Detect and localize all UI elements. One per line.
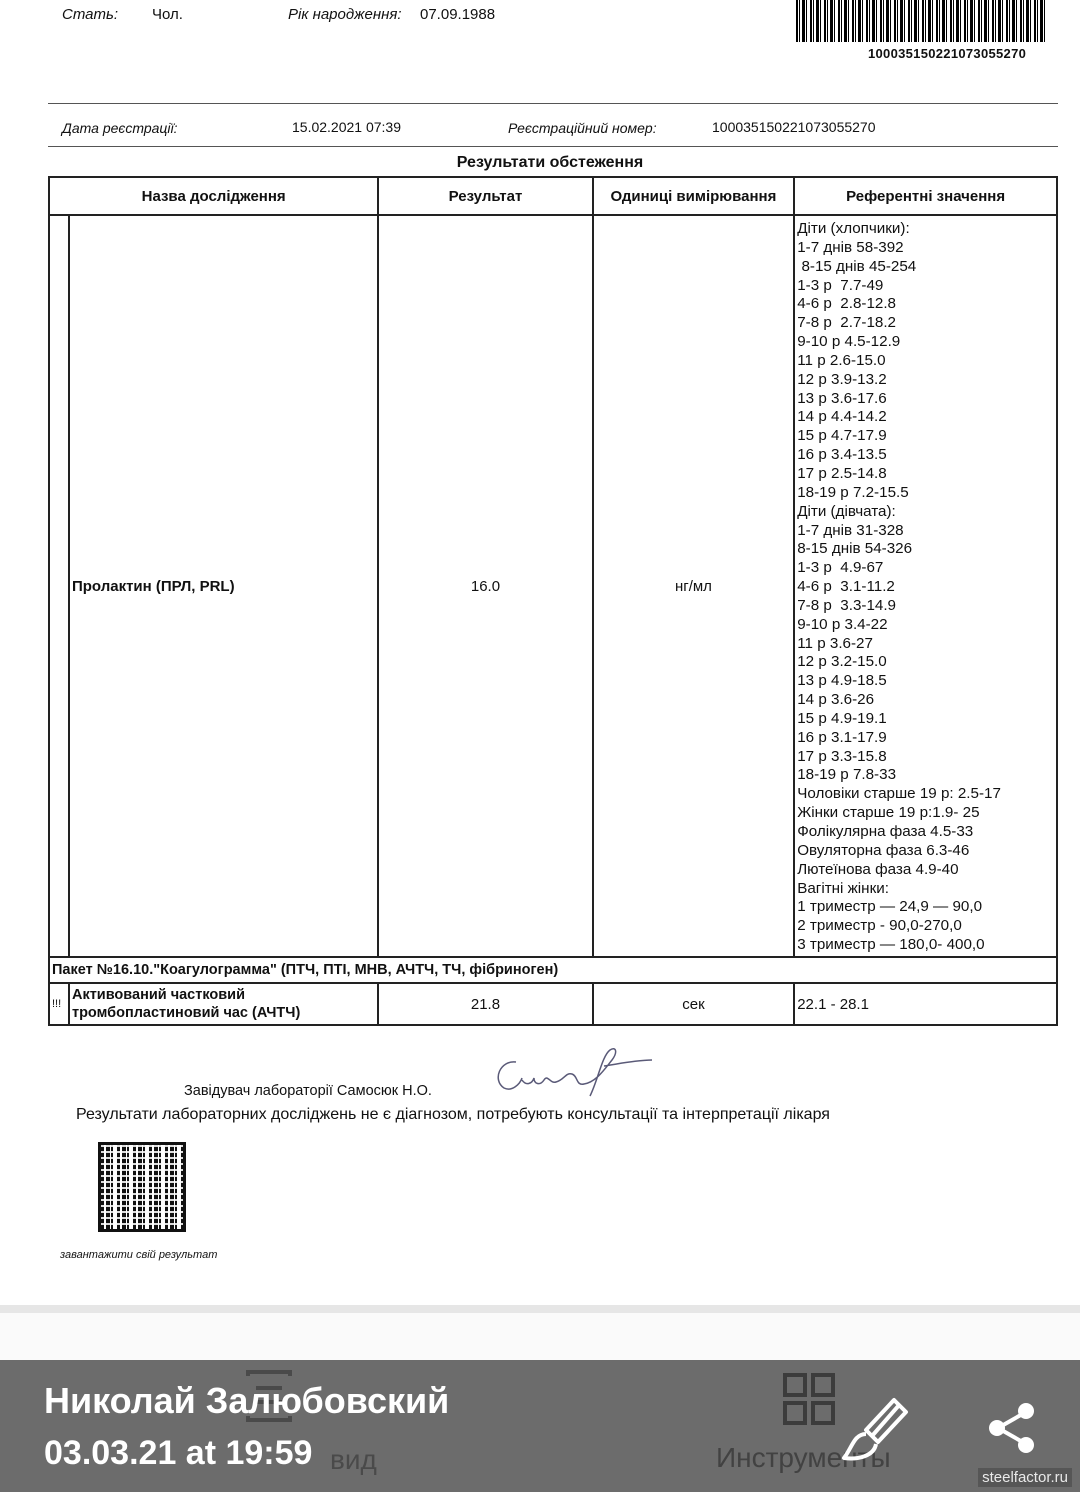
registration-number-label: Реєстраційний номер: (508, 120, 657, 136)
birth-label: Рік народження: (288, 6, 402, 23)
sex-label: Стать: (62, 6, 119, 23)
test-name (69, 983, 378, 1025)
qr-caption: завантажити свій результат (60, 1249, 218, 1261)
test-units: нг/мл (593, 215, 795, 957)
reference-line: 1-3 р 4.9-67 (797, 559, 884, 577)
test-result: 16.0 (378, 215, 592, 957)
header-test-name: Назва дослідження (49, 177, 378, 215)
barcode-image (796, 0, 1048, 42)
test-name-line1: Активований частковий (71, 987, 246, 1003)
flag-cell (49, 215, 69, 957)
table-header-row (49, 177, 1057, 215)
test-name: Пролактин (ПРЛ, PRL) (69, 215, 378, 957)
handwritten-signature (486, 1040, 656, 1100)
tools-grid-icon[interactable] (782, 1372, 836, 1426)
reference-line: 16 р 3.4-13.5 (797, 446, 887, 464)
reference-line: Вагітні жінки: (797, 879, 889, 897)
reference-line: 16 р 3.1-17.9 (797, 728, 887, 746)
reference-line: Фолікулярна фаза 4.5-33 (797, 823, 974, 840)
reference-line: 18-19 р 7.8-33 (797, 766, 897, 784)
registration-date-value: 15.02.2021 07:39 (292, 119, 401, 135)
reference-line: 9-10 р 3.4-22 (797, 615, 888, 633)
results-title: Результати обстеження (456, 154, 644, 171)
reference-line: 7-8 р 3.3-14.9 (797, 596, 897, 614)
reference-line: 8-15 днів 54-326 (797, 540, 913, 558)
flag-marker: !!! (49, 983, 69, 1025)
reference-line: 18-19 р 7.2-15.5 (797, 483, 909, 501)
reference-line: 9-10 р 4.5-12.9 (797, 333, 901, 351)
share-icon[interactable] (984, 1400, 1040, 1456)
reference-line: 4-6 р 2.8-12.8 (797, 295, 897, 313)
post-timestamp: 03.03.21 at 19:59 (44, 1434, 313, 1472)
header-result: Результат (378, 177, 592, 215)
reference-line: 14 р 4.4-14.2 (797, 408, 887, 426)
reference-line: 13 р 4.9-18.5 (797, 672, 887, 690)
table-row (49, 215, 1057, 957)
reference-line: 2 триместр - 90,0-270,0 (797, 917, 962, 935)
reference-line: 7-8 р 2.7-18.2 (797, 314, 897, 332)
reference-line: 11 р 3.6-27 (797, 634, 873, 652)
test-name-line2: тромбопластиновий час (АЧТЧ) (71, 1005, 301, 1021)
watermark: steelfactor.ru (978, 1468, 1072, 1487)
table-row (49, 983, 1057, 1025)
lab-head-signature-line: Завідувач лабораторії Самосюк Н.О. (184, 1083, 432, 1099)
reference-line: 1 триместр — 24,9 — 90,0 (797, 898, 983, 916)
reference-line: Діти (хлопчики): (797, 220, 910, 237)
birth-value: 07.09.1988 (420, 6, 496, 23)
package-row (49, 957, 1057, 983)
page-separator (0, 1305, 1080, 1313)
reference-line: 3 триместр — 180,0- 400,0 (797, 936, 985, 954)
results-table (48, 176, 1058, 1026)
tools-label[interactable]: Инструменты (716, 1442, 891, 1473)
reference-values (794, 215, 1057, 957)
page-gap (0, 1313, 1080, 1360)
reference-line: Овуляторна фаза 6.3-46 (797, 841, 970, 859)
reference-line: 1-7 днів 58-392 (797, 238, 904, 256)
reference-line: 17 р 3.3-15.8 (797, 747, 887, 765)
reference-line: 15 р 4.7-17.9 (797, 427, 887, 445)
author-name: Николай Залюбовский (44, 1380, 450, 1421)
reference-line: 17 р 2.5-14.8 (797, 464, 887, 482)
reference-line: Лютеїнова фаза 4.9-40 (797, 860, 959, 878)
divider (48, 146, 1058, 147)
reference-line: 12 р 3.2-15.0 (797, 653, 887, 671)
registration-number-value: 100035150221073055270 (712, 119, 876, 135)
test-result: 21.8 (378, 983, 592, 1025)
view-mode-label[interactable]: вид (330, 1444, 377, 1475)
reference-line: 1-7 днів 31-328 (797, 521, 904, 539)
brush-icon[interactable] (838, 1396, 910, 1468)
header-reference: Референтні значення (794, 177, 1057, 215)
reference-line: Діти (дівчата): (797, 502, 896, 520)
disclaimer-text: Результати лабораторних досліджень не є діагнозом, потребують консультації та інтерпретації лікаря (76, 1106, 830, 1123)
reference-line: 15 р 4.9-19.1 (797, 709, 887, 727)
reference-line: 14 р 3.6-26 (797, 691, 875, 709)
reference-line: 8-15 днів 45-254 (797, 257, 917, 275)
reference-line: 12 р 3.9-13.2 (797, 370, 887, 388)
package-label: Пакет №16.10."Коагулограмма" (ПТЧ, ПТІ, МНВ, АЧТЧ, ТЧ, фібриноген) (49, 957, 1057, 983)
barcode-number: 100035150221073055270 (868, 46, 1027, 61)
qr-code[interactable] (98, 1142, 186, 1232)
divider (48, 103, 1058, 104)
reference-values: 22.1 - 28.1 (794, 983, 1057, 1025)
reference-line: 11 р 2.6-15.0 (797, 351, 886, 369)
reference-line: Чоловіки старше 19 р: 2.5-17 (797, 785, 1001, 803)
reference-line: 1-3 р 7.7-49 (797, 276, 884, 294)
sex-value: Чол. (152, 6, 183, 23)
reference-line: 13 р 3.6-17.6 (797, 389, 887, 407)
reference-line: Жінки старше 19 р:1.9- 25 (797, 804, 980, 822)
test-units: сек (593, 983, 795, 1025)
header-units: Одиниці вимірювання (593, 177, 795, 215)
reference-line: 4-6 р 3.1-11.2 (797, 578, 895, 596)
registration-date-label: Дата реєстрації: (62, 120, 178, 136)
